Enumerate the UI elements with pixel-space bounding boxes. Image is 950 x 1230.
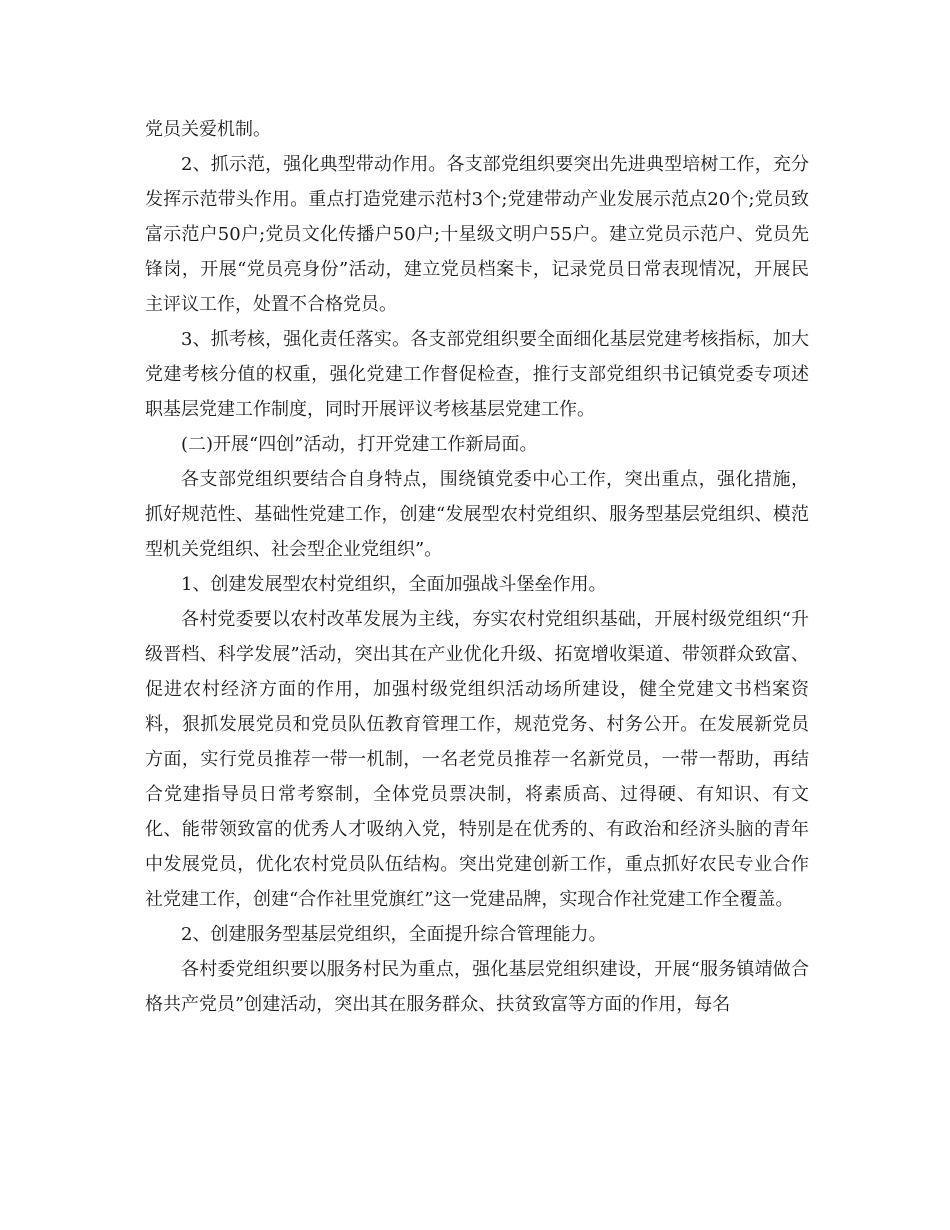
subheading-service-type: 2、创建服务型基层党组织，全面提升综合管理能力。: [181, 924, 607, 945]
paragraph-9: 各村委党组织要以服务村民为重点，强化基层党组织建设，开展“服务镇靖做合格共产党员”创建活动，突出其在服务群众、扶贫致富等方面的作用，每名: [145, 959, 809, 1015]
document-body: [145, 112, 809, 1022]
section-heading-four-creations: (二)开展“四创”活动，打开党建工作新局面。: [181, 434, 538, 455]
paragraph-5: 各支部党组织要结合自身特点，围绕镇党委中心工作，突出重点，强化措施，抓好规范性、基础性党建工作，创建“发展型农村党组织、服务型基层党组织、模范型机关党组织、社会型企业党组织”。: [145, 469, 809, 560]
paragraph-7: 各村党委要以农村改革发展为主线，夯实农村党组织基础，开展村级党组织“升级晋档、科学发展”活动，突出其在产业优化升级、拓宽增收渠道、带领群众致富、促进农村经济方面的作用，加强村级党组织活动场所建设，健全党建文书档案资料，狠抓发展党员和党员队伍教育管理工作，规范党务、村务公开。在发展新党员方面，实行党员推荐一带一机制，一名老党员推荐一名新党员，一带一帮助，再结合党建指导员日常考察制，全体党员票决制，将素质高、过得硬、有知识、有文化、能带领致富的优秀人才吸纳入党，特别是在优秀的、有政治和经济头脑的青年中发展党员，优化农村党员队伍结构。突出党建创新工作，重点抓好农民专业合作社党建工作，创建“合作社里党旗红”这一党建品牌，实现合作社党建工作全覆盖。: [145, 609, 809, 910]
subheading-development-type: 1、创建发展型农村党组织，全面加强战斗堡垒作用。: [181, 574, 607, 595]
paragraph-3: 3、抓考核，强化责任落实。各支部党组织要全面细化基层党建考核指标，加大党建考核分值的权重，强化党建工作督促检查，推行支部党组织书记镇党委专项述职基层党建工作制度，同时开展评议考核基层党建工作。: [145, 329, 809, 420]
paragraph-2: 2、抓示范，强化典型带动作用。各支部党组织要突出先进典型培树工作，充分发挥示范带头作用。重点打造党建示范村3个;党建带动产业发展示范点20个;党员致富示范户50户;党员文化传播户50户;十星级文明户55户。建立党员示范户、党员先锋岗，开展“党员亮身份”活动，建立党员档案卡，记录党员日常表现情况，开展民主评议工作，处置不合格党员。: [145, 154, 809, 315]
paragraph-1: 党员关爱机制。: [145, 119, 271, 140]
